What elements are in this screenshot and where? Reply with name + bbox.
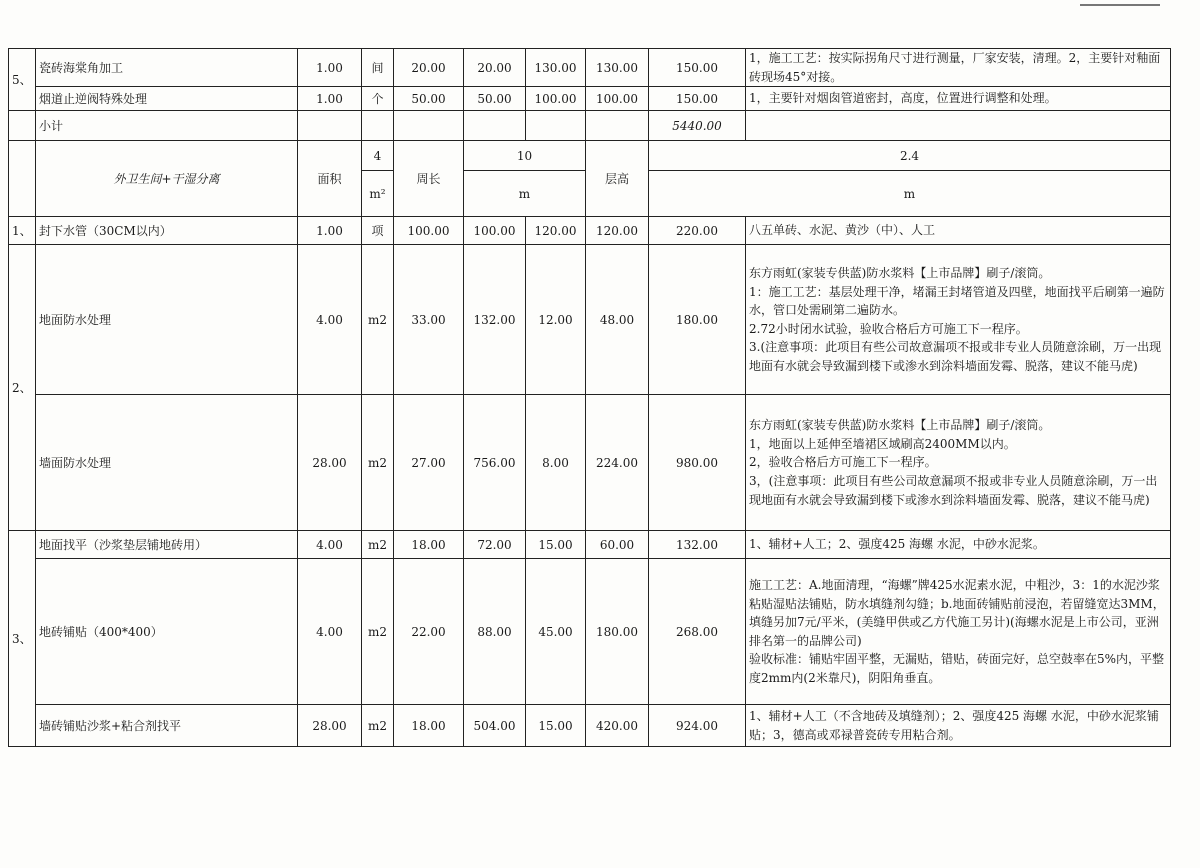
row-index: 2、 (9, 245, 36, 531)
area-value: 4 (362, 141, 394, 171)
height-label: 层高 (586, 141, 649, 217)
item-qty: 4.00 (298, 245, 362, 395)
description-line: 1：施工工艺：基层处理干净，堵漏王封堵管道及四壁，地面找平后刷第一遍防水，管口处需刷第二遍防水。 (749, 284, 1165, 318)
description-line: 东方雨虹(家装专供蓝)防水浆料【上市品牌】刷子/滚筒。 (749, 265, 1051, 280)
item-price-2: 756.00 (464, 395, 526, 531)
item-name: 地砖铺贴（400*400） (36, 559, 298, 705)
item-unit: 间 (362, 49, 394, 87)
item-price-2: 50.00 (464, 87, 526, 111)
item-unit: m2 (362, 395, 394, 531)
table-row (9, 531, 1171, 559)
item-price-1: 18.00 (394, 531, 464, 559)
item-total: 924.00 (649, 705, 746, 747)
item-unit: m2 (362, 705, 394, 747)
item-qty: 28.00 (298, 705, 362, 747)
item-price-1: 50.00 (394, 87, 464, 111)
item-price-2: 132.00 (464, 245, 526, 395)
item-unit: 个 (362, 87, 394, 111)
area-unit: m² (362, 171, 394, 217)
item-price-1: 18.00 (394, 705, 464, 747)
area-label: 面积 (298, 141, 362, 217)
item-price-4: 224.00 (586, 395, 649, 531)
item-description: 1、辅材+人工；2、强度425 海螺 水泥，中砂水泥浆。 (746, 531, 1171, 559)
description-line: 东方雨虹(家装专供蓝)防水浆料【上市品牌】刷子/滚筒。 (749, 418, 1051, 433)
item-unit: m2 (362, 245, 394, 395)
item-description (746, 559, 1171, 705)
item-name: 封下水管（30CM以内） (36, 217, 298, 245)
item-name: 墙砖铺贴沙浆+粘合剂找平 (36, 705, 298, 747)
table-row (9, 87, 1171, 111)
item-price-2: 504.00 (464, 705, 526, 747)
item-total: 132.00 (649, 531, 746, 559)
height-value: 2.4 (649, 141, 1171, 171)
item-price-1: 33.00 (394, 245, 464, 395)
item-price-3: 15.00 (526, 531, 586, 559)
item-name: 地面防水处理 (36, 245, 298, 395)
item-price-4: 180.00 (586, 559, 649, 705)
item-unit: m2 (362, 559, 394, 705)
item-description (746, 245, 1171, 395)
item-qty: 4.00 (298, 531, 362, 559)
perimeter-label: 周长 (394, 141, 464, 217)
row-index: 3、 (9, 531, 36, 747)
description-line: 2.72小时闭水试验，验收合格后方可施工下一程序。 (749, 321, 1028, 336)
item-price-4: 48.00 (586, 245, 649, 395)
description-line: 1，地面以上延伸至墙裙区域刷高2400MM以内。 (749, 436, 1016, 451)
description-line: 2，验收合格后方可施工下一程序。 (749, 455, 937, 470)
item-description: 1，施工工艺：按实际拐角尺寸进行测量，厂家安装，清理。2，主要针对釉面砖现场45°对接。 (746, 49, 1171, 87)
item-description: 1，主要针对烟囱管道密封，高度，位置进行调整和处理。 (746, 87, 1171, 111)
subtotal-value: 5440.00 (649, 111, 746, 141)
description-line: 3，(注意事项：此项目有些公司故意漏项不报或非专业人员随意涂刷，万一出现地面有水就会导致漏到楼下或渗水到涂料墙面发霉、脱落，建议不能马虎) (749, 473, 1158, 507)
item-price-2: 20.00 (464, 49, 526, 87)
item-price-2: 88.00 (464, 559, 526, 705)
item-qty: 1.00 (298, 87, 362, 111)
description-line: 验收标准：铺贴牢固平整，无漏贴，错贴，砖面完好，总空鼓率在5%内，平整度2mm内(2米靠尺)，阴阳角垂直。 (749, 652, 1165, 685)
item-price-3: 100.00 (526, 87, 586, 111)
item-name: 瓷砖海棠角加工 (36, 49, 298, 87)
item-price-3: 120.00 (526, 217, 586, 245)
item-price-4: 420.00 (586, 705, 649, 747)
subtotal-row (9, 111, 1171, 141)
item-description: 1、辅材+人工（不含地砖及填缝剂）；2、强度425 海螺 水泥，中砂水泥浆铺贴；3，德高或邓禄普瓷砖专用粘合剂。 (746, 705, 1171, 747)
item-name: 烟道止逆阀特殊处理 (36, 87, 298, 111)
item-price-4: 120.00 (586, 217, 649, 245)
description-line: 3.(注意事项：此项目有些公司故意漏项不报或非专业人员随意涂刷，万一出现地面有水就会导致漏到楼下或渗水到涂料墙面发霉、脱落，建议不能马虎) (749, 340, 1162, 373)
item-total: 980.00 (649, 395, 746, 531)
item-price-2: 72.00 (464, 531, 526, 559)
item-total: 180.00 (649, 245, 746, 395)
item-qty: 28.00 (298, 395, 362, 531)
item-description: 八五单砖、水泥、黄沙（中）、人工 (746, 217, 1171, 245)
item-description (746, 395, 1171, 531)
item-price-3: 15.00 (526, 705, 586, 747)
table-row (9, 49, 1171, 87)
row-index: 1、 (9, 217, 36, 245)
item-price-1: 20.00 (394, 49, 464, 87)
subtotal-label: 小计 (36, 111, 298, 141)
section-title: 外卫生间+干湿分离 (36, 141, 298, 217)
table-row (9, 559, 1171, 705)
table-row (9, 395, 1171, 531)
item-price-1: 100.00 (394, 217, 464, 245)
item-qty: 4.00 (298, 559, 362, 705)
quote-table (8, 48, 1171, 747)
item-price-1: 27.00 (394, 395, 464, 531)
item-price-3: 12.00 (526, 245, 586, 395)
item-unit: 项 (362, 217, 394, 245)
item-price-3: 130.00 (526, 49, 586, 87)
perimeter-value: 10 (464, 141, 586, 171)
item-price-4: 100.00 (586, 87, 649, 111)
table-row (9, 705, 1171, 747)
row-index: 5、 (9, 49, 36, 111)
item-qty: 1.00 (298, 49, 362, 87)
item-price-1: 22.00 (394, 559, 464, 705)
item-price-3: 8.00 (526, 395, 586, 531)
item-name: 墙面防水处理 (36, 395, 298, 531)
item-price-2: 100.00 (464, 217, 526, 245)
table-row (9, 217, 1171, 245)
item-total: 220.00 (649, 217, 746, 245)
item-qty: 1.00 (298, 217, 362, 245)
item-total: 268.00 (649, 559, 746, 705)
height-unit: m (649, 171, 1171, 217)
item-unit: m2 (362, 531, 394, 559)
description-line: 施工工艺：A.地面清理，“海螺”牌425水泥素水泥，中粗沙，3：1的水泥沙浆粘贴湿贴法铺贴，防水填缝剂勾缝；b.地面砖铺贴前浸泡，若留缝宽达3MM，填缝另加7元/平米，(美缝甲供或乙方代施工另计)(海螺水泥是上市公司，亚洲排名第一的品牌公司) (749, 577, 1165, 648)
item-total: 150.00 (649, 49, 746, 87)
item-price-4: 60.00 (586, 531, 649, 559)
table-row (9, 245, 1171, 395)
section-header-row (9, 141, 1171, 171)
perimeter-unit: m (464, 171, 586, 217)
item-name: 地面找平（沙浆垫层铺地砖用） (36, 531, 298, 559)
item-price-4: 130.00 (586, 49, 649, 87)
page-edge-mark (1080, 0, 1160, 6)
item-total: 150.00 (649, 87, 746, 111)
item-price-3: 45.00 (526, 559, 586, 705)
